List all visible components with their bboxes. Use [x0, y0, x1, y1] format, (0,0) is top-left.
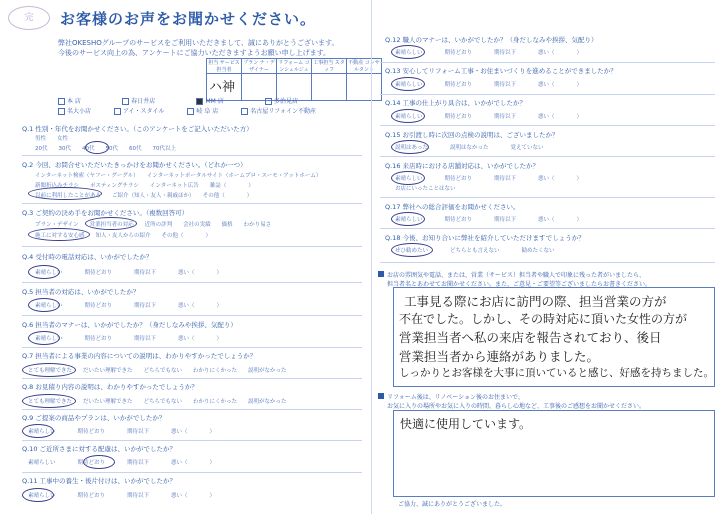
selection-circle — [391, 45, 425, 59]
store-row-1 — [58, 96, 298, 105]
store-option[interactable]: 名古屋リフォイン不動産 — [241, 106, 316, 115]
selection-circle — [22, 394, 76, 408]
question-q4: Q.4 受付時の電話対応は、いかがでしたか？ — [22, 253, 153, 261]
answer-options[interactable]: 素晴らしい 期待どおり 期待以下 悪い（ ） — [35, 270, 223, 276]
selection-circle — [391, 171, 425, 185]
question-q11: Q.11 工事中の養生・後片付けは、いかがでしたか？ — [22, 477, 177, 485]
selection-circle — [391, 212, 425, 226]
question-q1: Q.1 性別・年代をお聞かせください。（このアンケートをご記入いただいた方） — [22, 125, 253, 133]
divider — [380, 228, 715, 229]
divider — [22, 315, 362, 316]
selection-circle — [28, 298, 60, 312]
selection-circle — [22, 488, 54, 502]
answer-options[interactable]: 新聞折込みチラシ ポスティングチラシ インターネット広告 雑誌（ ） — [35, 183, 254, 189]
answer-options[interactable]: 以前に利用したことがある ご紹介（知人・友人・親戚ほか） その他（ ） — [35, 193, 253, 199]
thanks-text: ご協力、誠にありがとうございました。 — [398, 501, 507, 508]
store-option[interactable]: 春日井店 — [122, 96, 155, 105]
question-q10: Q.10 ご近所さまに対する配慮は、いかがでしたか？ — [22, 445, 177, 453]
answer-options[interactable]: ぜひ勧めたい どちらとも言えない 勧めたくない — [395, 248, 555, 254]
question-q9: Q.9 ご提案の商品やプランは、いかがでしたか？ — [22, 414, 166, 422]
answer-options[interactable]: プラン・デザイン 営業担当者の対応 近所の評判 会社の実績 価格 わかり易さ — [35, 222, 272, 228]
completed-stamp: 完 — [8, 6, 50, 30]
question-q18: Q.18 今後、お知り合いに弊社を紹介していただけますでしょうか？ — [385, 234, 585, 242]
divider — [22, 472, 362, 473]
question-q14: Q.14 工事の仕上がり具合は、いかがでしたか？ — [385, 99, 527, 107]
comment-prompt-2b: お気に入りの場所やお気に入りの時間、暮らし心地など、工事後のご感想をお聞かせください。 — [387, 403, 646, 410]
staff-header: 不動産 コンサルタント — [348, 60, 380, 73]
answer-options[interactable]: とても理解できた だいたい理解できた どちらでもない わかりにくかった 説明がなかった — [28, 399, 287, 405]
selection-circle — [28, 265, 60, 279]
handwritten-staff-name: ハ神 — [209, 80, 236, 95]
staff-header: 担当 サービス担当者 — [208, 60, 240, 73]
answer-options[interactable]: 男性 女性 — [35, 136, 69, 142]
bullet-icon — [378, 271, 384, 277]
selection-circle — [85, 141, 109, 154]
selection-circle — [28, 228, 90, 241]
answer-options[interactable]: 素晴らしい 期待どおり 期待以下 悪い（ ） — [395, 82, 583, 88]
divider — [22, 378, 362, 379]
store-option[interactable]: アイ・スタイル — [114, 106, 164, 115]
divider — [22, 203, 362, 204]
answer-options[interactable]: 素晴らしい 期待どおり 期待以下 悪い（ ） — [35, 336, 223, 342]
divider — [22, 409, 362, 410]
answer-options[interactable]: 素晴らしい 期待どおり 期待以下 悪い（ ） — [395, 217, 583, 223]
intro-line-2: 今後のサービス向上の為、アンケートにご協力いただきますようお願い申し上げます。 — [58, 49, 331, 57]
question-q12: Q.12 職人のマナーは、いかがでしたか？（身だしなみや挨拶、気配り） — [385, 36, 598, 44]
divider — [22, 282, 362, 283]
selection-circle — [22, 424, 54, 438]
answer-options[interactable]: インターネット検索（ヤフー・グーグル） インターネットポータルサイト（ホームプロ・スーモ・アットホーム） — [35, 173, 322, 179]
answer-options[interactable]: 20代 30代 40代 50代 60代 70代以上 — [35, 146, 176, 152]
selection-circle — [83, 455, 115, 469]
intro-line-1: 弊社OKESHOグループのサービスをご利用いただきまして、誠にありがとうございます。 — [58, 39, 339, 47]
handwritten-line: 不在でした。しかし、その時対応に頂いた女性の方が — [399, 312, 688, 326]
store-option[interactable]: MM 店 — [196, 96, 223, 105]
selection-circle — [391, 243, 433, 257]
answer-options[interactable]: 素晴らしい 期待どおり 期待以下 悪い（ ） — [395, 176, 583, 182]
comment-prompt-1: お店の雰囲気や電話、または、営業（サービス）担当者や職人で印象に残った者がいましたら、 — [378, 270, 645, 279]
question-q3: Q.3 ご契約の決め手をお聞かせください。（複数回答可） — [22, 209, 189, 217]
selection-circle — [391, 77, 425, 91]
question-q15: Q.15 お引渡し時に次回の点検の説明は、ございましたか？ — [385, 131, 559, 139]
selection-circle — [28, 187, 102, 200]
answer-options[interactable]: 素晴らしい 期待どおり 期待以下 悪い（ ） — [28, 493, 216, 499]
selection-circle — [85, 217, 137, 230]
store-option[interactable]: 本 店 — [58, 96, 81, 105]
divider — [22, 347, 362, 348]
store-option[interactable]: 多治見店 — [265, 96, 298, 105]
question-q17: Q.17 弊社への総合評価をお聞かせください。 — [385, 203, 520, 211]
handwritten-line: しっかりとお客様を大事に頂いていると感じ、好感を持ちました。 — [399, 367, 714, 379]
comment-box-1[interactable] — [393, 287, 715, 387]
divider — [22, 246, 362, 247]
divider — [380, 62, 715, 63]
staff-header: 工事担当 スタッフ — [313, 60, 345, 73]
selection-circle — [391, 109, 425, 123]
question-q7: Q.7 担当者による事業の内容についての説明は、わかりやすかったでしょうか？ — [22, 352, 257, 360]
answer-options[interactable]: 素晴らしい 期待どおり 期待以下 悪い（ ） — [28, 429, 216, 435]
handwritten-line: 営業担当者から連絡がありました。 — [399, 349, 600, 364]
divider — [22, 155, 362, 156]
column-divider — [371, 0, 372, 514]
store-option[interactable]: 岐 阜 店 — [187, 106, 218, 115]
store-row-2 — [58, 106, 316, 115]
divider — [22, 440, 362, 441]
store-option[interactable]: 名大小店 — [58, 106, 91, 115]
answer-options[interactable]: 素晴らしい 期待どおり 期待以下 悪い（ ） — [35, 303, 223, 309]
handwritten-line: 快適に使用しています。 — [400, 417, 532, 431]
divider — [380, 125, 715, 126]
divider — [380, 197, 715, 198]
comment-prompt-1b: 担当者名とあわせてお聞かせください。また、ご意見・ご要望等ございましたらお書きください。 — [387, 281, 652, 288]
handwritten-line: 工事見る際にお店に訪門の際、担当営業の方が — [404, 294, 667, 309]
selection-circle — [28, 331, 60, 345]
selection-circle — [22, 363, 76, 377]
comment-prompt-2: リフォーム後は、リノベーション後のお住まいで、 — [378, 392, 524, 401]
answer-options[interactable]: 素晴らしい 期待どおり 期待以下 悪い（ ） — [28, 460, 216, 466]
answer-options[interactable]: 素晴らしい 期待どおり 期待以下 悪い（ ） — [395, 50, 583, 56]
staff-header: リフォーム コンシェルジュ — [278, 60, 310, 73]
page-title: お客様のお声をお聞かせください。 — [60, 10, 317, 28]
handwritten-line: 営業担当者へ私の来店を報告されており、後日 — [399, 330, 662, 345]
answer-options[interactable]: 施工に対する安心感 知人・友人からの紹介 その他（ ） — [35, 233, 212, 239]
answer-options[interactable]: 説明はあった 説明はなかった 覚えていない — [395, 145, 544, 151]
question-q6: Q.6 担当者のマナーは、いかがでしたか？（身だしなみや挨拶、気配り） — [22, 321, 237, 329]
comment-box-2[interactable] — [393, 410, 715, 497]
divider — [380, 156, 715, 157]
selection-circle — [391, 140, 429, 154]
divider — [380, 262, 715, 263]
question-q5: Q.5 担当者の対応は、いかがでしたか？ — [22, 288, 140, 296]
question-q2: Q.2 今回、お問合せいただいたきっかけをお聞かせください。（どれか一つ） — [22, 161, 247, 169]
answer-options[interactable]: 素晴らしい 期待どおり 期待以下 悪い（ ） — [395, 114, 583, 120]
question-q13: Q.13 安心してリフォーム工事・お住まいづくりを進めることができましたか？ — [385, 67, 617, 75]
divider — [380, 94, 715, 95]
question-q8: Q.8 お見積り内容の説明は、わかりやすかったでしょうか？ — [22, 383, 198, 391]
staff-header: プラン ナ・デザイナー — [243, 60, 275, 73]
question-q16: Q.16 来店時における店舗対応は、いかがでしたか？ — [385, 162, 540, 170]
bullet-icon — [378, 393, 384, 399]
answer-options[interactable]: とても理解できた だいたい理解できた どちらでもない わかりにくかった 説明がなかった — [28, 368, 287, 374]
answer-options[interactable]: お店にいったことはない — [395, 186, 456, 192]
